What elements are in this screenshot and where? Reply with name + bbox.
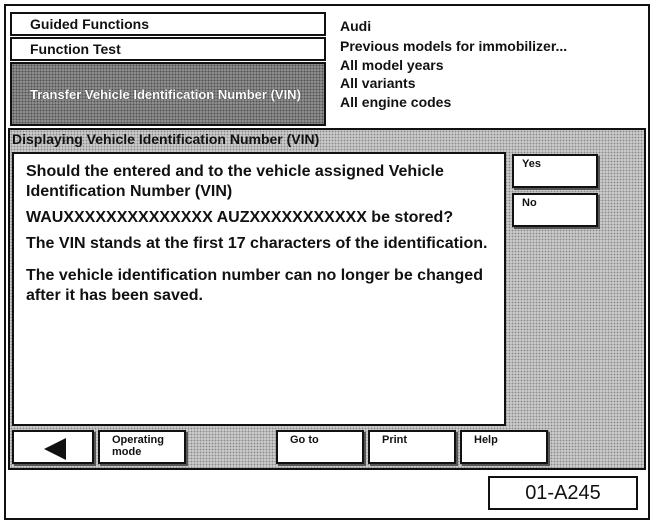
goto-label: Go to <box>290 434 319 446</box>
panel-title: Displaying Vehicle Identification Number (VIN) <box>12 131 320 147</box>
back-button[interactable] <box>12 430 94 464</box>
yes-button[interactable] <box>512 154 598 188</box>
operating-mode-label: Operating mode <box>112 434 164 458</box>
yes-button-label: Yes <box>522 158 541 170</box>
no-button[interactable] <box>512 193 598 227</box>
operating-mode-button[interactable] <box>98 430 186 464</box>
nav-guided-functions[interactable] <box>10 12 326 36</box>
message-info-1: The VIN stands at the first 17 characters of the identification. <box>26 235 488 252</box>
vehicle-info <box>340 16 567 112</box>
vehicle-years: All model years <box>340 57 444 73</box>
vehicle-engine-codes: All engine codes <box>340 94 452 110</box>
goto-button[interactable] <box>276 430 364 464</box>
nav-function-test[interactable] <box>10 37 326 61</box>
print-label: Print <box>382 434 408 446</box>
vehicle-variants: All variants <box>340 75 416 91</box>
nav-transfer-vin-label: Transfer Vehicle Identification Number (VIN) <box>30 87 301 102</box>
message-info-2: The vehicle identification number can no longer be changed after it has been saved. <box>26 267 483 304</box>
message-box <box>12 152 506 426</box>
nav-transfer-vin[interactable] <box>10 62 326 126</box>
no-button-label: No <box>522 197 537 209</box>
help-label: Help <box>474 434 498 446</box>
help-button[interactable] <box>460 430 548 464</box>
nav-guided-functions-label: Guided Functions <box>30 16 149 32</box>
vehicle-model: Previous models for immobilizer... <box>340 38 568 54</box>
nav-function-test-label: Function Test <box>30 41 121 57</box>
figure-code: 01-A245 <box>488 476 638 510</box>
message-question: Should the entered and to the vehicle assigned Vehicle Identification Number (VIN) <box>26 163 444 200</box>
message-vin-line: WAUXXXXXXXXXXXXXX AUZXXXXXXXXXXX be stored? <box>26 209 454 226</box>
left-arrow-icon <box>44 438 66 460</box>
vehicle-make: Audi <box>340 18 372 34</box>
print-button[interactable] <box>368 430 456 464</box>
